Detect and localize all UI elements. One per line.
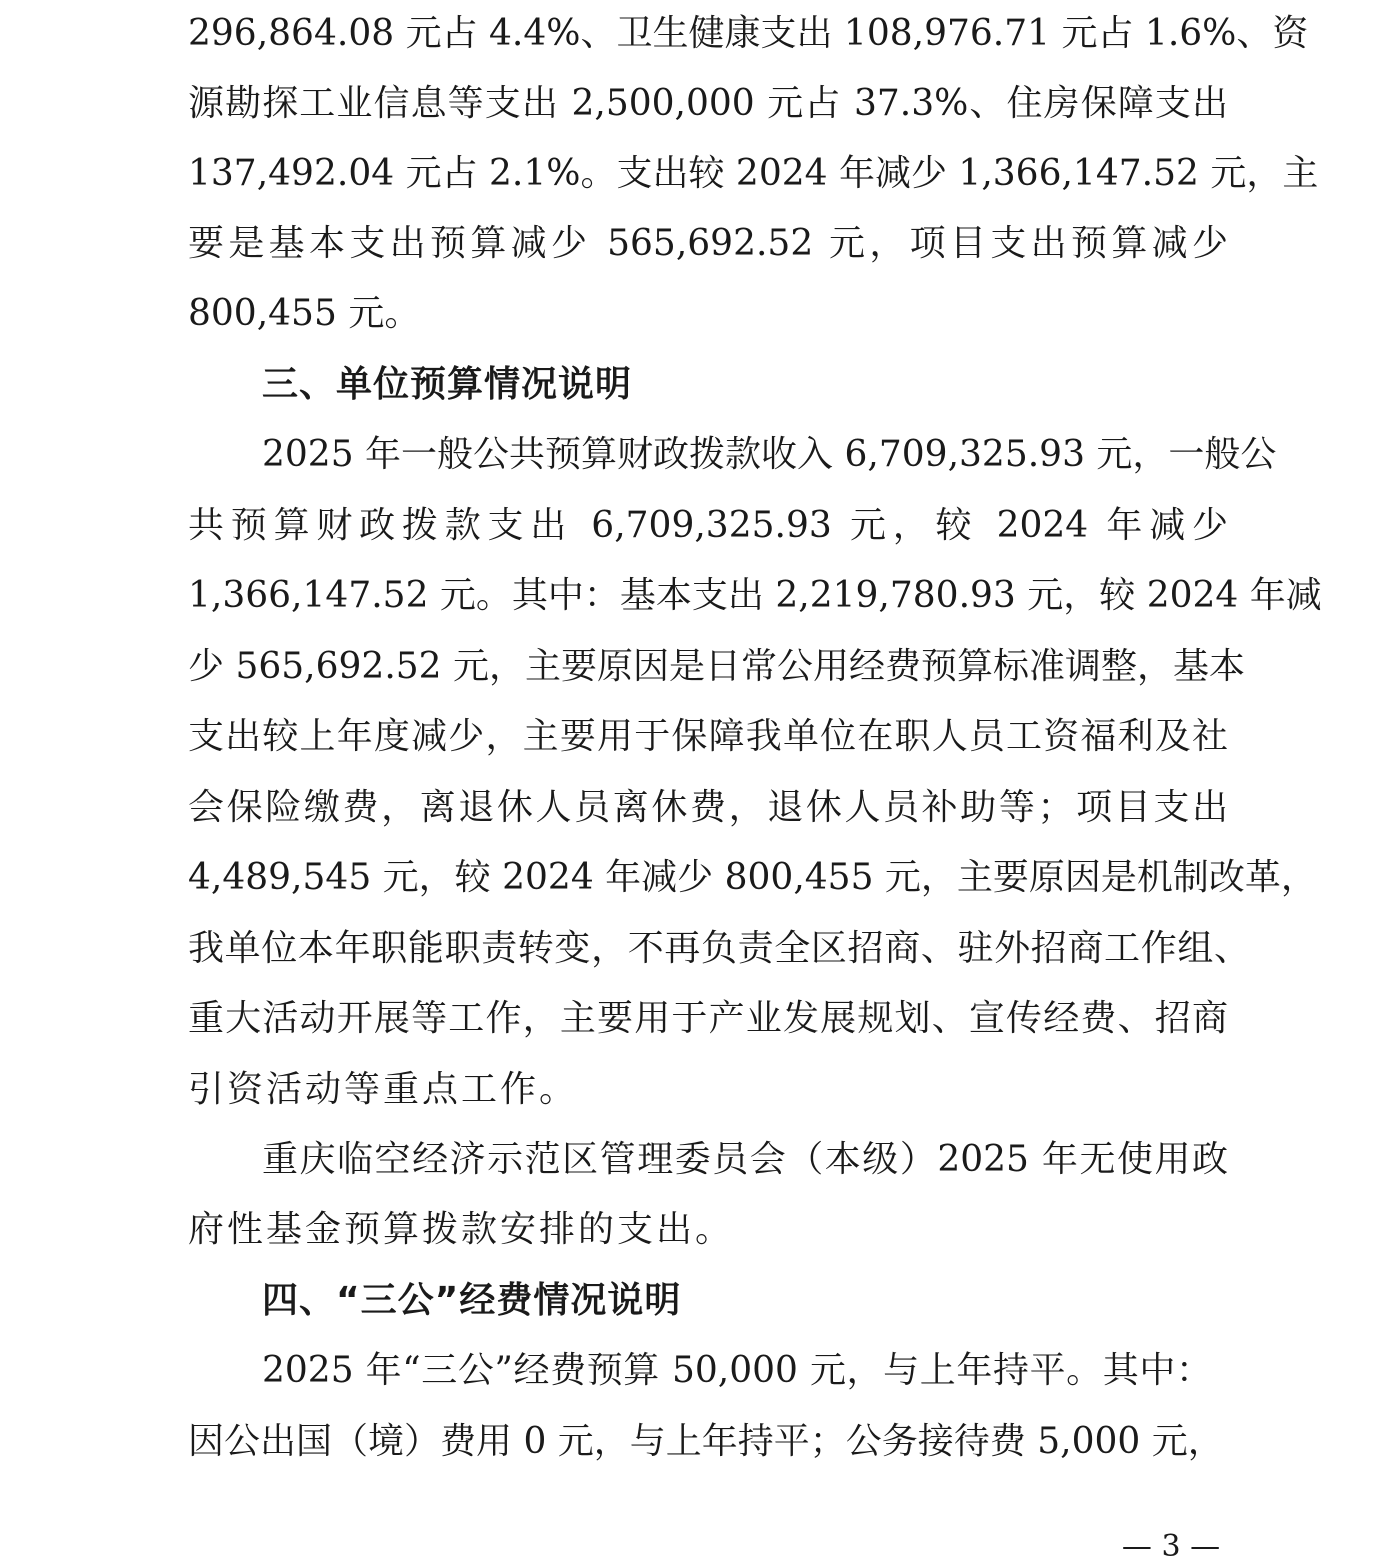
body-text-line: 因公出国（境）费用 0 元，与上年持平；公务接待费 5,000 元， (188, 1421, 1224, 1462)
body-text-line: 137,492.04 元占 2.1%。支出较 2024 年减少 1,366,147.52 元，主 (188, 153, 1319, 194)
body-text-line: 引资活动等重点工作。 (188, 1069, 579, 1110)
body-text-line: 源勘探工业信息等支出 2,500,000 元占 37.3%、住房保障支出 (188, 83, 1228, 124)
body-text-line: 共预算财政拨款支出 6,709,325.93 元，较 2024 年减少 (188, 505, 1228, 546)
body-text-line: 重庆临空经济示范区管理委员会（本级）2025 年无使用政 (262, 1139, 1228, 1180)
body-text-line: 800,455 元。 (188, 293, 421, 334)
body-text-line: 1,366,147.52 元。其中：基本支出 2,219,780.93 元，较 2024 年减 (188, 575, 1322, 616)
body-text-line: 府性基金预算拨款安排的支出。 (188, 1209, 735, 1250)
body-text-line: 重大活动开展等工作，主要用于产业发展规划、宣传经费、招商 (188, 998, 1228, 1039)
body-text-line: 要是基本支出预算减少 565,692.52 元，项目支出预算减少 (188, 223, 1228, 264)
body-text-line: 少 565,692.52 元，主要原因是日常公用经费预算标准调整，基本 (188, 646, 1246, 687)
body-text-line: 支出较上年度减少，主要用于保障我单位在职人员工资福利及社 (188, 716, 1228, 757)
page-number: — 3 — (1121, 1529, 1221, 1564)
body-text-line: 会保险缴费，离退休人员离休费，退休人员补助等；项目支出 (188, 787, 1228, 828)
section-heading: 四、“三公”经费情况说明 (262, 1280, 682, 1321)
body-text-line: 4,489,545 元，较 2024 年减少 800,455 元，主要原因是机制改革， (188, 857, 1317, 898)
body-text-line: 我单位本年职能职责转变，不再负责全区招商、驻外招商工作组、 (188, 928, 1250, 969)
body-text-line: 296,864.08 元占 4.4%、卫生健康支出 108,976.71 元占 1.6%、资 (188, 13, 1309, 54)
body-text-line: 2025 年“三公”经费预算 50,000 元，与上年持平。其中： (262, 1350, 1212, 1391)
body-text-line: 2025 年一般公共预算财政拨款收入 6,709,325.93 元，一般公 (262, 434, 1277, 475)
section-heading: 三、单位预算情况说明 (262, 364, 633, 405)
